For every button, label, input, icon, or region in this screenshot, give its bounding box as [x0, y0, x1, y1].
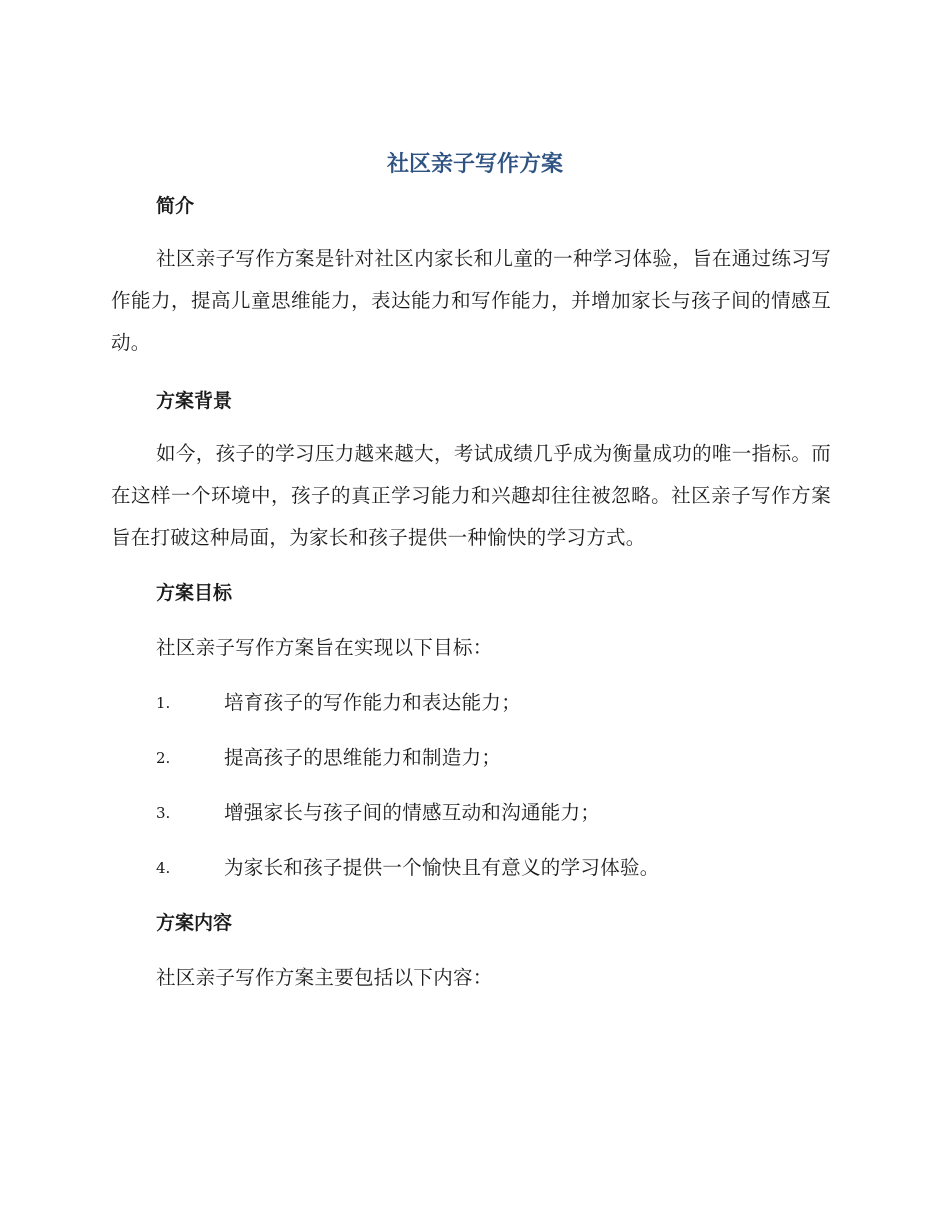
section-heading-content: 方案内容	[156, 912, 233, 934]
section-paragraph-content: 社区亲子写作方案主要包括以下内容：	[156, 966, 493, 989]
list-item	[156, 688, 856, 718]
list-item-number: 2.	[156, 749, 171, 767]
section-heading-background: 方案背景	[156, 390, 233, 412]
list-item	[156, 743, 856, 773]
list-item-text: 培育孩子的写作能力和表达能力；	[224, 691, 522, 714]
section-paragraph-background: 如今，孩子的学习压力越来越大，考试成绩几乎成为衡量成功的唯一指标。而在这样一个环境中，孩子的真正学习能力和兴趣却往往被忽略。社区亲子写作方案旨在打破这种局面，为家长和孩子提供一种愉快的学习方式。	[111, 442, 831, 549]
section-heading-intro: 简介	[156, 195, 195, 217]
list-item-number: 3.	[156, 804, 171, 822]
list-item-number: 4.	[156, 859, 171, 877]
list-item-text: 为家长和孩子提供一个愉快且有意义的学习体验。	[224, 856, 660, 879]
section-paragraph-goals: 社区亲子写作方案旨在实现以下目标：	[156, 636, 493, 659]
list-item	[156, 853, 856, 883]
document-title: 社区亲子写作方案	[386, 152, 563, 177]
section-heading-goals: 方案目标	[156, 582, 233, 604]
list-item-number: 1.	[156, 694, 171, 712]
list-item	[156, 798, 856, 828]
list-item-text: 提高孩子的思维能力和制造力；	[224, 746, 502, 769]
section-paragraph-intro: 社区亲子写作方案是针对社区内家长和儿童的一种学习体验，旨在通过练习写作能力，提高儿童思维能力，表达能力和写作能力，并增加家长与孩子间的情感互动。	[111, 247, 831, 354]
list-item-text: 增强家长与孩子间的情感互动和沟通能力；	[224, 801, 601, 824]
